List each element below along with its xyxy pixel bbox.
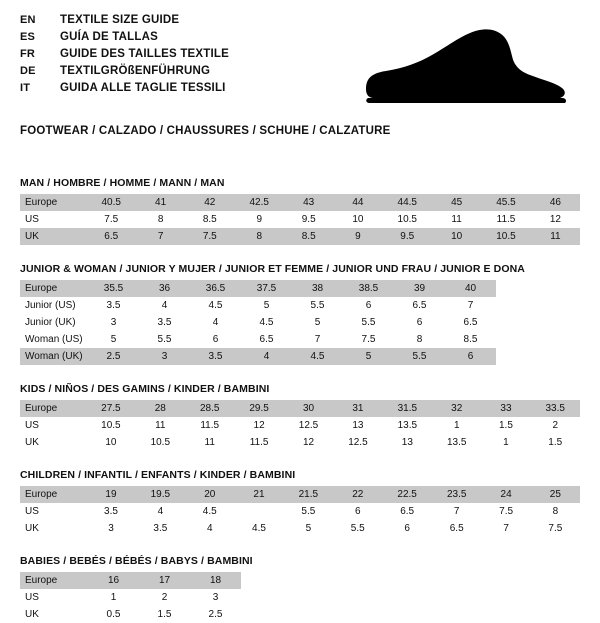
language-title: GUIDE DES TAILLES TEXTILE: [60, 48, 229, 60]
cell: 8.5: [185, 211, 234, 228]
size-table-babies: [20, 572, 241, 623]
cell: 8: [136, 211, 185, 228]
cell: 6.5: [445, 314, 496, 331]
table-row: [20, 314, 496, 331]
cell: 6: [343, 297, 394, 314]
cell: 4: [139, 297, 190, 314]
cell: 31: [333, 400, 382, 417]
cell: 36: [139, 280, 190, 297]
cell: 1: [432, 417, 481, 434]
cell: 13.5: [432, 434, 481, 451]
cell: 40.5: [86, 194, 136, 211]
section-babies: [20, 555, 580, 623]
cell: 4: [136, 503, 186, 520]
cell: 40: [445, 280, 496, 297]
cell: 2: [530, 417, 580, 434]
cell: 6.5: [394, 297, 445, 314]
cell: 10.5: [382, 211, 432, 228]
cell: 45.5: [481, 194, 531, 211]
cell: 12.5: [333, 434, 382, 451]
cell: 33.5: [530, 400, 580, 417]
row-label: UK: [20, 228, 86, 245]
cell: 6: [333, 503, 382, 520]
cell: 11: [432, 211, 481, 228]
language-title: TEXTILE SIZE GUIDE: [60, 14, 180, 26]
section-man: [20, 177, 580, 245]
cell: 10.5: [86, 417, 135, 434]
table-row: [20, 211, 580, 228]
table-row: [20, 417, 580, 434]
cell: 21.5: [284, 486, 334, 503]
table-row: [20, 520, 580, 537]
section-title: MAN / HOMBRE / HOMME / MANN / MAN: [20, 177, 225, 189]
cell: 13.5: [383, 417, 432, 434]
cell: 5: [343, 348, 394, 365]
cell: 8: [234, 228, 284, 245]
row-label: Europe: [20, 572, 88, 589]
cell: 3.5: [190, 348, 241, 365]
language-code: IT: [20, 82, 31, 94]
language-code: DE: [20, 65, 36, 77]
language-row: [20, 82, 229, 99]
row-label: Europe: [20, 280, 88, 297]
section-title: CHILDREN / INFANTIL / ENFANTS / KINDER / BAMBINI: [20, 469, 296, 481]
row-label: Europe: [20, 400, 86, 417]
section-kids: [20, 383, 580, 451]
cell: 38.5: [343, 280, 394, 297]
section-children: [20, 469, 580, 537]
row-label: Junior (UK): [20, 314, 88, 331]
cell: 5.5: [394, 348, 445, 365]
cell: 8: [531, 503, 580, 520]
cell: 6: [190, 331, 241, 348]
table-row: [20, 297, 496, 314]
cell: 27.5: [86, 400, 135, 417]
cell: 46: [531, 194, 580, 211]
cell: 13: [333, 417, 382, 434]
row-label: Woman (UK): [20, 348, 88, 365]
cell: 5.5: [284, 503, 334, 520]
cell: 7.5: [481, 503, 530, 520]
language-title: TEXTILGRÖßENFÜHRUNG: [60, 65, 211, 77]
table-row: [20, 606, 241, 623]
row-label: US: [20, 589, 88, 606]
cell: 5: [292, 314, 343, 331]
cell: 3: [190, 589, 241, 606]
row-label: Europe: [20, 486, 86, 503]
cell: 13: [383, 434, 432, 451]
table-row: [20, 331, 496, 348]
cell: 7.5: [185, 228, 234, 245]
cell: 35.5: [88, 280, 139, 297]
cell: 2: [139, 589, 190, 606]
cell: 29.5: [234, 400, 283, 417]
cell: 1.5: [481, 417, 530, 434]
cell: 6.5: [86, 228, 136, 245]
row-label: Woman (US): [20, 331, 88, 348]
cell: 10.5: [481, 228, 531, 245]
language-row: [20, 31, 229, 48]
table-row: [20, 400, 580, 417]
cell: 3.5: [139, 314, 190, 331]
cell: 38: [292, 280, 343, 297]
cell: 11: [136, 417, 185, 434]
cell: 19: [86, 486, 135, 503]
cell: 6.5: [382, 503, 432, 520]
cell: 5: [284, 520, 334, 537]
cell: 6.5: [432, 520, 482, 537]
cell: 4.5: [292, 348, 343, 365]
table-row: [20, 348, 496, 365]
cell: 30: [284, 400, 333, 417]
row-label: UK: [20, 606, 88, 623]
cell: 6: [445, 348, 496, 365]
cell: 12: [531, 211, 580, 228]
cell: 5.5: [292, 297, 343, 314]
language-code: FR: [20, 48, 36, 60]
cell: 17: [139, 572, 190, 589]
cell: 11.5: [481, 211, 531, 228]
cell: 37.5: [241, 280, 292, 297]
cell: 7: [292, 331, 343, 348]
cell: 36.5: [190, 280, 241, 297]
cell: 7.5: [343, 331, 394, 348]
cell: 7.5: [531, 520, 580, 537]
cell: 42: [185, 194, 234, 211]
cell: 24: [481, 486, 530, 503]
row-label: UK: [20, 434, 86, 451]
cell: 3: [88, 314, 139, 331]
cell: 1: [481, 434, 530, 451]
cell: 5: [241, 297, 292, 314]
cell: 5.5: [139, 331, 190, 348]
cell: 7: [136, 228, 185, 245]
size-table-junior-woman: [20, 280, 496, 365]
language-row: [20, 48, 229, 65]
cell: 43: [284, 194, 333, 211]
language-title: GUIDA ALLE TAGLIE TESSILI: [60, 82, 226, 94]
row-label: UK: [20, 520, 86, 537]
cell: 3.5: [88, 297, 139, 314]
size-table-children: [20, 486, 580, 537]
language-row: [20, 65, 229, 82]
cell: 11.5: [185, 417, 234, 434]
cell: 28: [136, 400, 185, 417]
section-junior-woman: [20, 263, 580, 365]
cell: 18: [190, 572, 241, 589]
cell: 6: [394, 314, 445, 331]
cell: 12.5: [284, 417, 333, 434]
cell: 7.5: [86, 211, 136, 228]
cell: 22: [333, 486, 382, 503]
language-title: GUÍA DE TALLAS: [60, 31, 158, 43]
cell: 4.5: [234, 520, 283, 537]
cell: 44.5: [382, 194, 432, 211]
cell: 5.5: [343, 314, 394, 331]
table-row: [20, 434, 580, 451]
cell: 4.5: [190, 297, 241, 314]
language-title-list: [20, 14, 229, 99]
cell: 1: [88, 589, 139, 606]
cell: 1.5: [139, 606, 190, 623]
cell: 4.5: [185, 503, 234, 520]
cell: 20: [185, 486, 234, 503]
cell: 11.5: [234, 434, 283, 451]
language-code: ES: [20, 31, 36, 43]
cell: 5: [88, 331, 139, 348]
cell: 10: [333, 211, 382, 228]
cell: 42.5: [234, 194, 284, 211]
size-table-man: [20, 194, 580, 245]
cell: 11: [185, 434, 234, 451]
cell: 2.5: [190, 606, 241, 623]
cell: 3: [139, 348, 190, 365]
cell: 33: [481, 400, 530, 417]
cell: 5.5: [333, 520, 382, 537]
cell: 10: [86, 434, 135, 451]
cell: 41: [136, 194, 185, 211]
cell: 25: [531, 486, 580, 503]
table-row: [20, 486, 580, 503]
cell: 32: [432, 400, 481, 417]
cell: 12: [234, 417, 283, 434]
row-label: US: [20, 503, 86, 520]
cell: 9.5: [284, 211, 333, 228]
cell: 3.5: [136, 520, 186, 537]
cell: 7: [432, 503, 482, 520]
cell: 22.5: [382, 486, 432, 503]
table-row: [20, 503, 580, 520]
table-row: [20, 280, 496, 297]
cell: 8.5: [445, 331, 496, 348]
cell: 4.5: [241, 314, 292, 331]
cell: 4: [190, 314, 241, 331]
row-label: Europe: [20, 194, 86, 211]
cell: 19.5: [136, 486, 186, 503]
cell: 9: [333, 228, 382, 245]
dress-shoe-icon: [360, 26, 570, 111]
cell: 7: [481, 520, 530, 537]
cell: 9.5: [382, 228, 432, 245]
size-table-kids: [20, 400, 580, 451]
cell: 10.5: [136, 434, 185, 451]
cell: 6: [382, 520, 432, 537]
row-label: US: [20, 417, 86, 434]
cell: 45: [432, 194, 481, 211]
table-row: [20, 194, 580, 211]
language-code: EN: [20, 14, 36, 26]
section-title: KIDS / NIÑOS / DES GAMINS / KINDER / BAMBINI: [20, 383, 270, 395]
cell: 2.5: [88, 348, 139, 365]
cell: 6.5: [241, 331, 292, 348]
cell: 9: [234, 211, 284, 228]
page-subtitle: FOOTWEAR / CALZADO / CHAUSSURES / SCHUHE / CALZATURE: [20, 125, 391, 137]
cell: 21: [234, 486, 283, 503]
cell: [234, 503, 283, 520]
section-title: BABIES / BEBÉS / BÉBÉS / BABYS / BAMBINI: [20, 555, 253, 567]
cell: 3: [86, 520, 135, 537]
cell: 28.5: [185, 400, 234, 417]
cell: 16: [88, 572, 139, 589]
cell: 11: [531, 228, 580, 245]
cell: 39: [394, 280, 445, 297]
cell: 3.5: [86, 503, 135, 520]
cell: 8: [394, 331, 445, 348]
row-label: US: [20, 211, 86, 228]
cell: 4: [185, 520, 234, 537]
language-row: [20, 14, 229, 31]
section-title: JUNIOR & WOMAN / JUNIOR Y MUJER / JUNIOR ET FEMME / JUNIOR UND FRAU / JUNIOR E DONA: [20, 263, 525, 275]
cell: 8.5: [284, 228, 333, 245]
cell: 31.5: [383, 400, 432, 417]
table-row: [20, 572, 241, 589]
table-row: [20, 589, 241, 606]
cell: 7: [445, 297, 496, 314]
table-row: [20, 228, 580, 245]
cell: 10: [432, 228, 481, 245]
cell: 4: [241, 348, 292, 365]
page-header: [20, 14, 580, 111]
cell: 0.5: [88, 606, 139, 623]
row-label: Junior (US): [20, 297, 88, 314]
cell: 44: [333, 194, 382, 211]
cell: 12: [284, 434, 333, 451]
cell: 23.5: [432, 486, 482, 503]
cell: 1.5: [530, 434, 580, 451]
